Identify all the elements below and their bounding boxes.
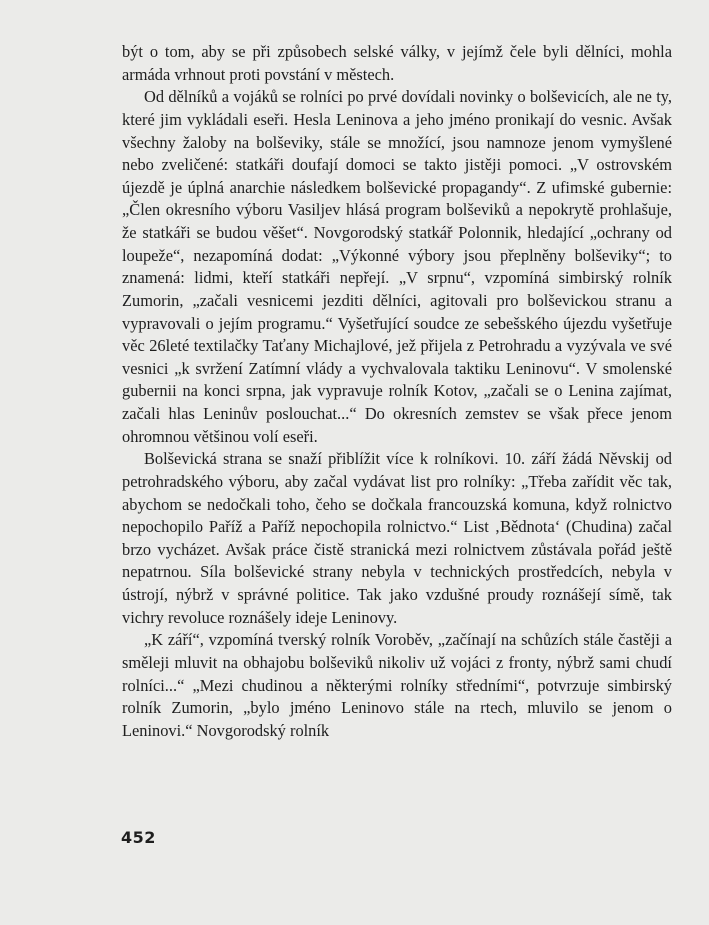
page-number: 452 xyxy=(121,828,156,847)
paragraph: Od dělníků a vojáků se rolníci po prvé dovídali novinky o bolševicích, ale ne ty, které jim vykládali eseři. Hesla Leninova a jeho jméno pronikají do vesnic. Avšak všechny žaloby na bolševiky, stále se množící, jsou namnoze jenom vymyšlené nebo zveličené: statkáři doufají domoci se takto jistěji pomoci. „V ostrovském újezdě je úplná anarchie následkem bolševické propagandy“. Z ufimské gubernie: „Člen okresního výboru Vasiljev hlásá program bolševiků a nepokrytě prohlašuje, že statkáři se budou věšet“. Novgorodský statkář Polonnik, hledající „ochrany od loupeže“, nezapomíná dodat: „Výkonné výbory jsou přeplněny bolševiky“; to znamená: lidmi, kteří statkáři nepřejí. „V srpnu“, vzpomíná simbirský rolník Zumorin, „začali vesnicemi jezditi dělníci, agitovali pro bolševickou stranu a vypravovali o jejím programu.“ Vyšetřující soudce ze sebešského újezdu vyšetřuje věc 26leté textilačky Taťany Michajlové, jež přijela z Petrohradu a vyzývala ve své vesnici „k svržení Zatímní vlády a vychvalovala taktiku Leninovu“. V smolenské gubernii na konci srpna, jak vypravuje rolník Kotov, „začali se o Lenina zajímat, začali hlas Leninův poslouchat...“ Do okresních zemstev se však přece jenom ohromnou většinou volí eseři. xyxy=(122,87,672,446)
paragraph: Bolševická strana se snaží přiblížit více k rolníkovi. 10. září žádá Něvskij od petrohradského výboru, aby začal vydávat list pro rolníky: „Třeba zařídit věc tak, abychom se nedočkali toho, čeho se dočkala francouzská komuna, když rolnictvo nepochopilo Paříž a Paříž nepochopila rolnictvo.“ List ‚Bědnota‘ (Chudina) začal brzo vycházet. Avšak práce čistě stranická mezi rolnictvem zůstávala pořád ještě nepatrnou. Síla bolševické strany nebyla v technických prostředcích, nebyla v ústrojí, nýbrž v správné politice. Tak jako vzdušné proudy roznášejí símě, tak vichry revoluce roznášely ideje Leninovy. xyxy=(122,449,672,627)
paragraph: být o tom, aby se při způsobech selské války, v jejímž čele byli dělníci, mohla armáda vrhnout proti povstání v městech. xyxy=(122,42,672,84)
paragraph: „K září“, vzpomíná tverský rolník Voroběv, „začínají na schůzích stále častěji a směleji mluvit na obhajobu bolševiků nikoliv už vojáci z fronty, nýbrž sami chudí rolníci...“ „Mezi chudinou a některými rolníky středními“, potvrzuje simbirský rolník Zumorin, „bylo jméno Leninovo stále na rtech, mluvilo se jenom o Leninovi.“ Novgorodský rolník xyxy=(122,630,672,740)
body-text xyxy=(122,41,672,742)
